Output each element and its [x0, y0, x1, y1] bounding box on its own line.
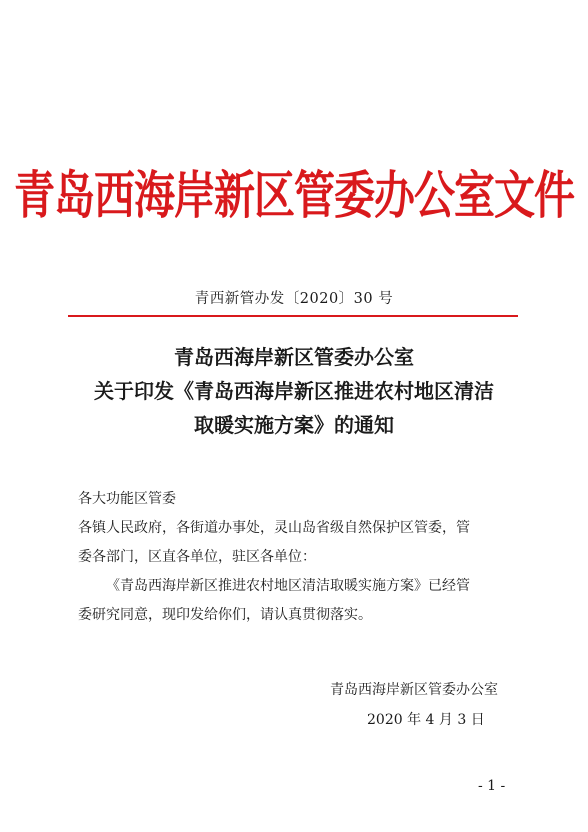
- masthead-title: 青岛西海岸新区管委办公室文件: [14, 165, 574, 226]
- recipients-line: 委各部门，区直各单位，驻区各单位：: [78, 549, 316, 565]
- document-number: 青西新管办发〔2020〕30 号: [194, 291, 394, 307]
- page-number: - 1 -: [478, 778, 506, 794]
- notice-title: [0, 340, 588, 442]
- issue-date: 2020 年 4 月 3 日: [367, 712, 485, 728]
- recipients-line: 各镇人民政府，各街道办事处，灵山岛省级自然保护区管委，管: [78, 520, 470, 536]
- notice-title-line: 取暖实施方案》的通知: [194, 413, 394, 437]
- red-separator-line: [68, 315, 518, 317]
- notice-title-line: 青岛西海岸新区管委办公室: [174, 345, 414, 369]
- issuer-signature: 青岛西海岸新区管委办公室: [330, 682, 498, 698]
- body-paragraph-line: 委研究同意，现印发给你们，请认真贯彻落实。: [78, 607, 372, 623]
- recipients-line: 各大功能区管委: [78, 491, 176, 507]
- body-paragraph-line: 《青岛西海岸新区推进农村地区清洁取暖实施方案》已经管: [106, 578, 470, 594]
- notice-title-line: 关于印发《青岛西海岸新区推进农村地区清洁: [94, 379, 494, 403]
- notice-body: [78, 485, 528, 630]
